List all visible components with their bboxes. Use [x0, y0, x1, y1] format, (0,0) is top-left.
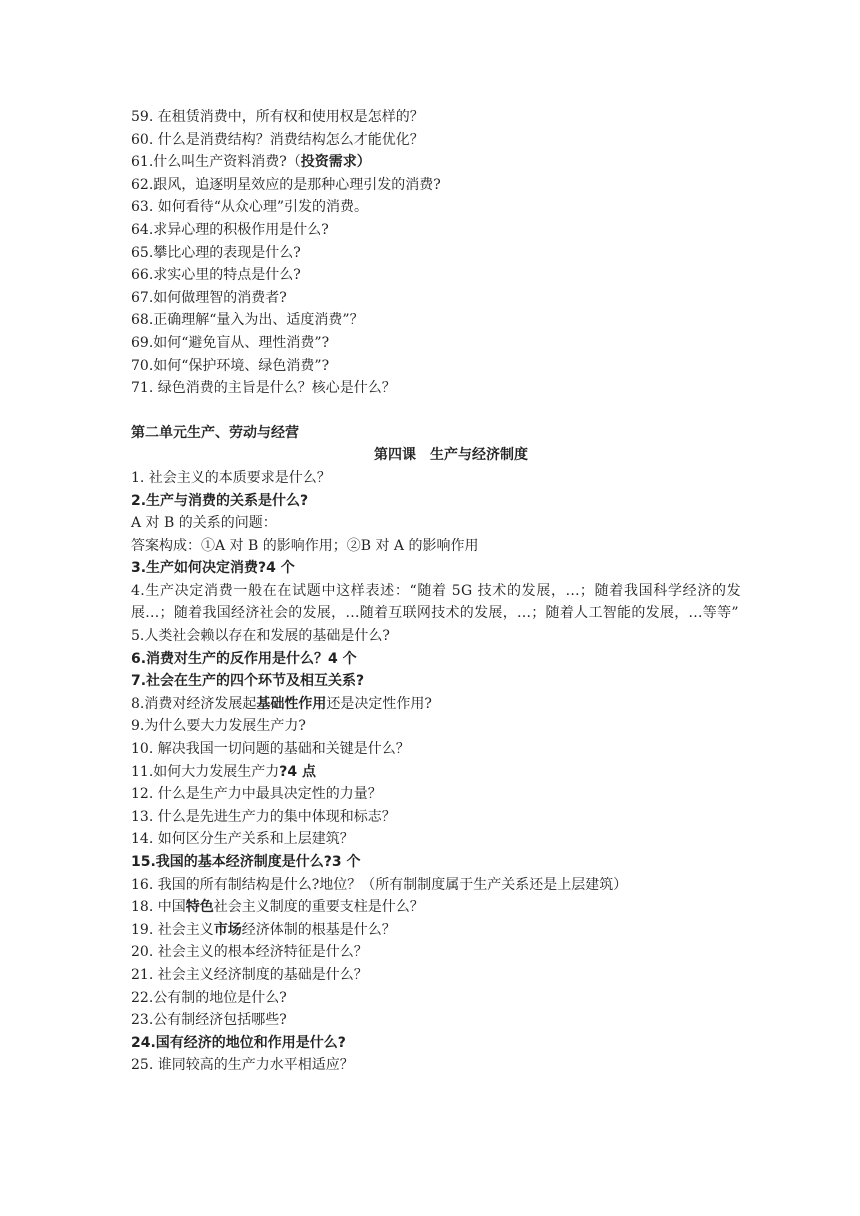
l4-question-3: 3.生产如何决定消费?4 个	[131, 560, 295, 577]
question-61	[131, 151, 741, 174]
question-69: 69.如何“避免盲从、理性消费”?	[131, 334, 330, 351]
l4-question-1: 1. 社会主义的本质要求是什么？	[131, 469, 331, 486]
l4-question-21: 21. 社会主义经济制度的基础是什么？	[131, 966, 368, 983]
l4-question-12: 12. 什么是生产力中最具决定性的力量？	[131, 786, 382, 803]
q11-pre: 11.如何大力发展生产力	[131, 763, 280, 780]
q18-post: 社会主义制度的重要支柱是什么？	[213, 899, 424, 916]
question-63: 63. 如何看待“从众心理”引发的消费。	[131, 199, 369, 216]
question-71: 71. 绿色消费的主旨是什么？核心是什么？	[131, 380, 396, 397]
l4-question-25: 25. 谁同较高的生产力水平相适应？	[131, 1057, 354, 1074]
l4-question-24: 24.国有经济的地位和作用是什么?	[131, 1034, 346, 1051]
l4-question-13: 13. 什么是先进生产力的集中体现和标志？	[131, 808, 396, 825]
l4-question-10: 10. 解决我国一切问题的基础和关键是什么？	[131, 741, 410, 758]
question-59: 59. 在租赁消费中，所有权和使用权是怎样的？	[131, 109, 424, 125]
l4-question-6: 6.消费对生产的反作用是什么？4 个	[131, 650, 357, 667]
q8-bold: 基础性作用	[256, 695, 327, 712]
q18-pre: 18. 中国	[131, 899, 186, 916]
q18-bold: 特色	[185, 899, 214, 916]
q19-pre: 19. 社会主义	[131, 921, 214, 938]
l4-question-16: 16. 我国的所有制结构是什么?地位？（所有制制度属于生产关系还是上层建筑）	[131, 876, 628, 893]
l4-answer-hint-1: A 对 B 的关系的问题：	[131, 515, 277, 532]
l4-question-20: 20. 社会主义的根本经济特征是什么？	[131, 944, 368, 961]
unit-title: 第二单元生产、劳动与经营	[131, 424, 299, 441]
question-66: 66.求实心里的特点是什么?	[131, 267, 301, 284]
question-68: 68.正确理解“量入为出、适度消费”？	[131, 312, 364, 329]
question-67: 67.如何做理智的消费者?	[131, 289, 287, 306]
question-65: 65.攀比心理的表现是什么?	[131, 244, 301, 261]
l4-question-5: 5.人类社会赖以存在和发展的基础是什么?	[131, 628, 390, 645]
q8-post: 还是决定性作用?	[326, 695, 432, 712]
q8-pre: 8.消费对经济发展起	[131, 695, 257, 712]
q11-bold: ?4 点	[279, 763, 317, 780]
l4-question-18	[131, 896, 741, 919]
l4-answer-hint-2: 答案构成：①A 对 B 的影响作用；②B 对 A 的影响作用	[131, 537, 479, 554]
question-60: 60. 什么是消费结构？消费结构怎么才能优化？	[131, 131, 424, 148]
lesson-title: 第四课 生产与经济制度	[374, 447, 528, 464]
l4-question-9: 9.为什么要大力发展生产力?	[131, 718, 306, 735]
l4-question-22: 22.公有制的地位是什么?	[131, 989, 287, 1006]
l4-question-7: 7.社会在生产的四个环节及相互关系?	[131, 673, 365, 690]
l4-question-2: 2.生产与消费的关系是什么?	[131, 492, 309, 509]
l4-question-14: 14. 如何区分生产关系和上层建筑？	[131, 831, 354, 848]
q19-post: 经济体制的根基是什么？	[241, 921, 396, 938]
question-61-text: 61.什么叫生产资料消费?（	[131, 154, 301, 171]
question-62: 62.跟风，追逐明星效应的是那种心理引发的消费?	[131, 176, 441, 193]
q19-bold: 市场	[213, 921, 242, 938]
question-64: 64.求异心理的积极作用是什么?	[131, 221, 329, 238]
spacer	[131, 400, 741, 422]
l4-question-15: 15.我国的基本经济制度是什么?3 个	[131, 854, 361, 870]
question-61-bold: 投资需求）	[300, 154, 371, 171]
document-page	[131, 106, 741, 1077]
l4-question-4: 4.生产决定消费一般在在试题中这样表述：“随着 5G 技术的发展，...；随着我国科学经济的发展...；随着我国经济社会的发展，...随着互联网技术的发展，...；随着人工智能的发展，...等等”	[131, 582, 741, 622]
l4-question-11	[131, 761, 741, 784]
l4-question-8	[131, 693, 741, 716]
l4-question-19	[131, 919, 741, 942]
question-70: 70.如何“保护环境、绿色消费”?	[131, 357, 330, 374]
l4-question-23: 23.公有制经济包括哪些?	[131, 1012, 287, 1029]
